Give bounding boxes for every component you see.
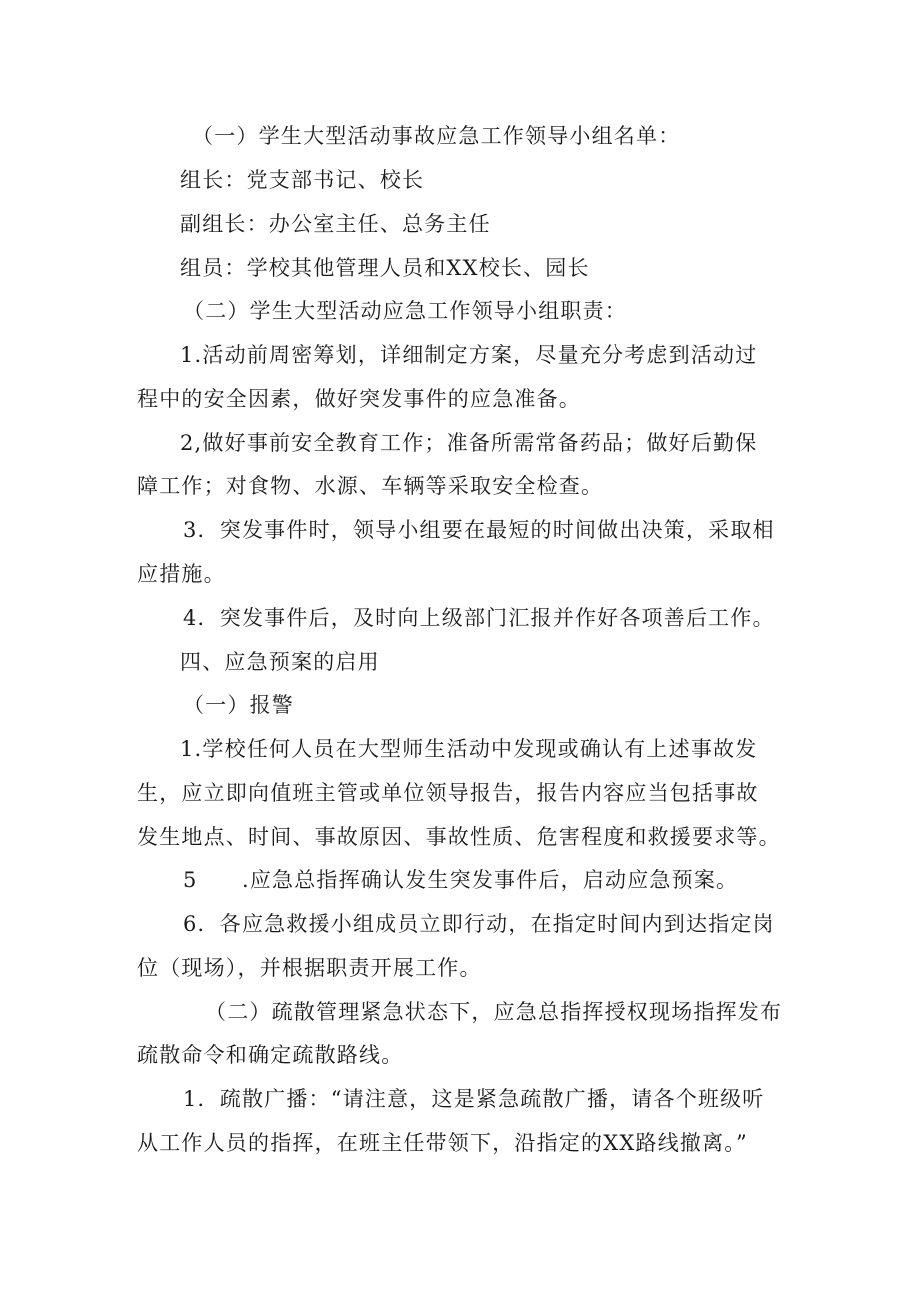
alarm-item-5-line: 5 .应急总指挥确认发生突发事件后，启动应急预案。 xyxy=(183,868,739,892)
alarm-item-1-line-1: 1.学校任何人员在大型师生活动中发现或确认有上述事故发 xyxy=(180,737,758,761)
duty-3-line-1: 3．突发事件时，领导小组要在最短的时间做出决策，采取相 xyxy=(183,518,775,542)
section-heading-leadership-list: （一）学生大型活动事故应急工作领导小组名单： xyxy=(192,124,681,148)
duty-2-line-1: 2,做好事前安全教育工作；准备所需常备药品；做好后勤保 xyxy=(180,431,758,455)
evacuation-item-1-line-1: 1．疏散广播：“请注意，这是紧急疏散广播，请各个班级听 xyxy=(183,1087,765,1111)
duty-3-line-2: 应措施。 xyxy=(137,562,226,586)
evacuation-item-1-line-2: 从工作人员的指挥，在班主任带领下，沿指定的XX路线撤离。” xyxy=(137,1131,748,1155)
alarm-item-6-line-2: 位（现场），并根据职责开展工作。 xyxy=(137,956,482,980)
alarm-item-1-line-3: 发生地点、时间、事故原因、事故性质、危害程度和救援要求等。 xyxy=(137,825,781,849)
evacuation-line-2: 疏散命令和确定疏散路线。 xyxy=(137,1043,404,1067)
team-members-line: 组员：学校其他管理人员和XX校长、园长 xyxy=(180,256,590,280)
section-heading-plan-activation: 四、应急预案的启用 xyxy=(180,650,380,674)
alarm-item-6-line-1: 6．各应急救援小组成员立即行动，在指定时间内到达指定岗 xyxy=(183,912,775,936)
subsection-heading-evacuation: （二）疏散管理紧急状态下，应急总指挥授权现场指挥发布 xyxy=(205,1000,783,1024)
duty-1-line-2: 程中的安全因素，做好突发事件的应急准备。 xyxy=(137,387,581,411)
duty-4-line: 4．突发事件后，及时向上级部门汇报并作好各项善后工作。 xyxy=(183,606,775,630)
alarm-item-1-line-2: 生，应立即向值班主管或单位领导报告，报告内容应当包括事故 xyxy=(137,781,759,805)
section-heading-leadership-duties: （二）学生大型活动应急工作领导小组职责： xyxy=(183,299,627,323)
team-leader-line: 组长：党支部书记、校长 xyxy=(180,168,425,192)
duty-2-line-2: 障工作；对食物、水源、车辆等采取安全检查。 xyxy=(137,474,604,498)
duty-1-line-1: 1.活动前周密筹划，详细制定方案，尽量充分考虑到活动过 xyxy=(180,343,758,367)
deputy-leader-line: 副组长：办公室主任、总务主任 xyxy=(180,212,491,236)
subsection-heading-alarm: （一）报警 xyxy=(183,693,294,717)
